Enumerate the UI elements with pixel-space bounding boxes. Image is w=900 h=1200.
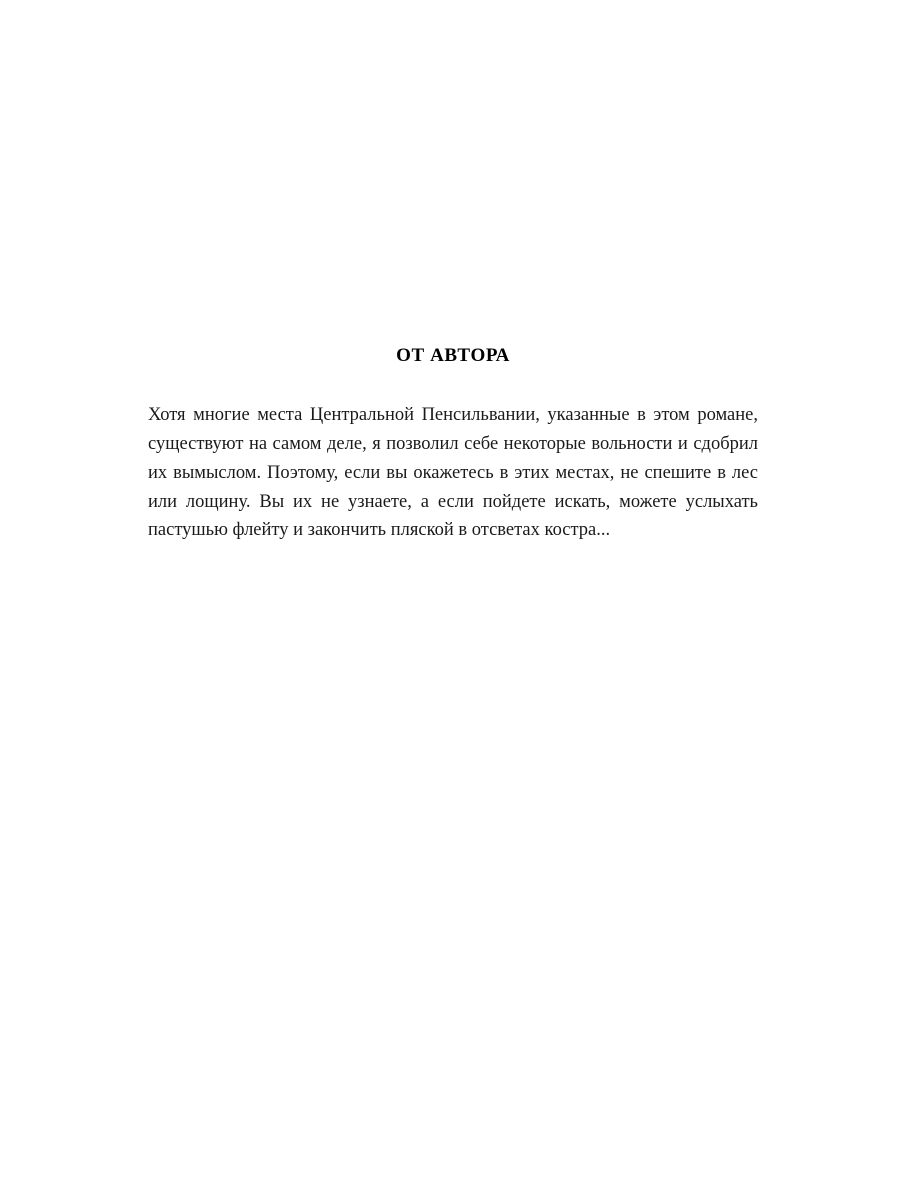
page-title: ОТ АВТОРА [396, 345, 510, 366]
author-note-section [148, 345, 758, 545]
author-note-paragraph: Хотя многие места Центральной Пенсильвании, указанные в этом романе, существуют на самом деле, я позволил себе некоторые вольности и сдобрил их вымыслом. Поэтому, если вы окажетесь в этих местах, не спешите в лес или лощину. Вы их не узнаете, а если пойдете искать, можете услыхать пастушью флейту и закончить пляской в отсветах костра... [148, 405, 758, 541]
